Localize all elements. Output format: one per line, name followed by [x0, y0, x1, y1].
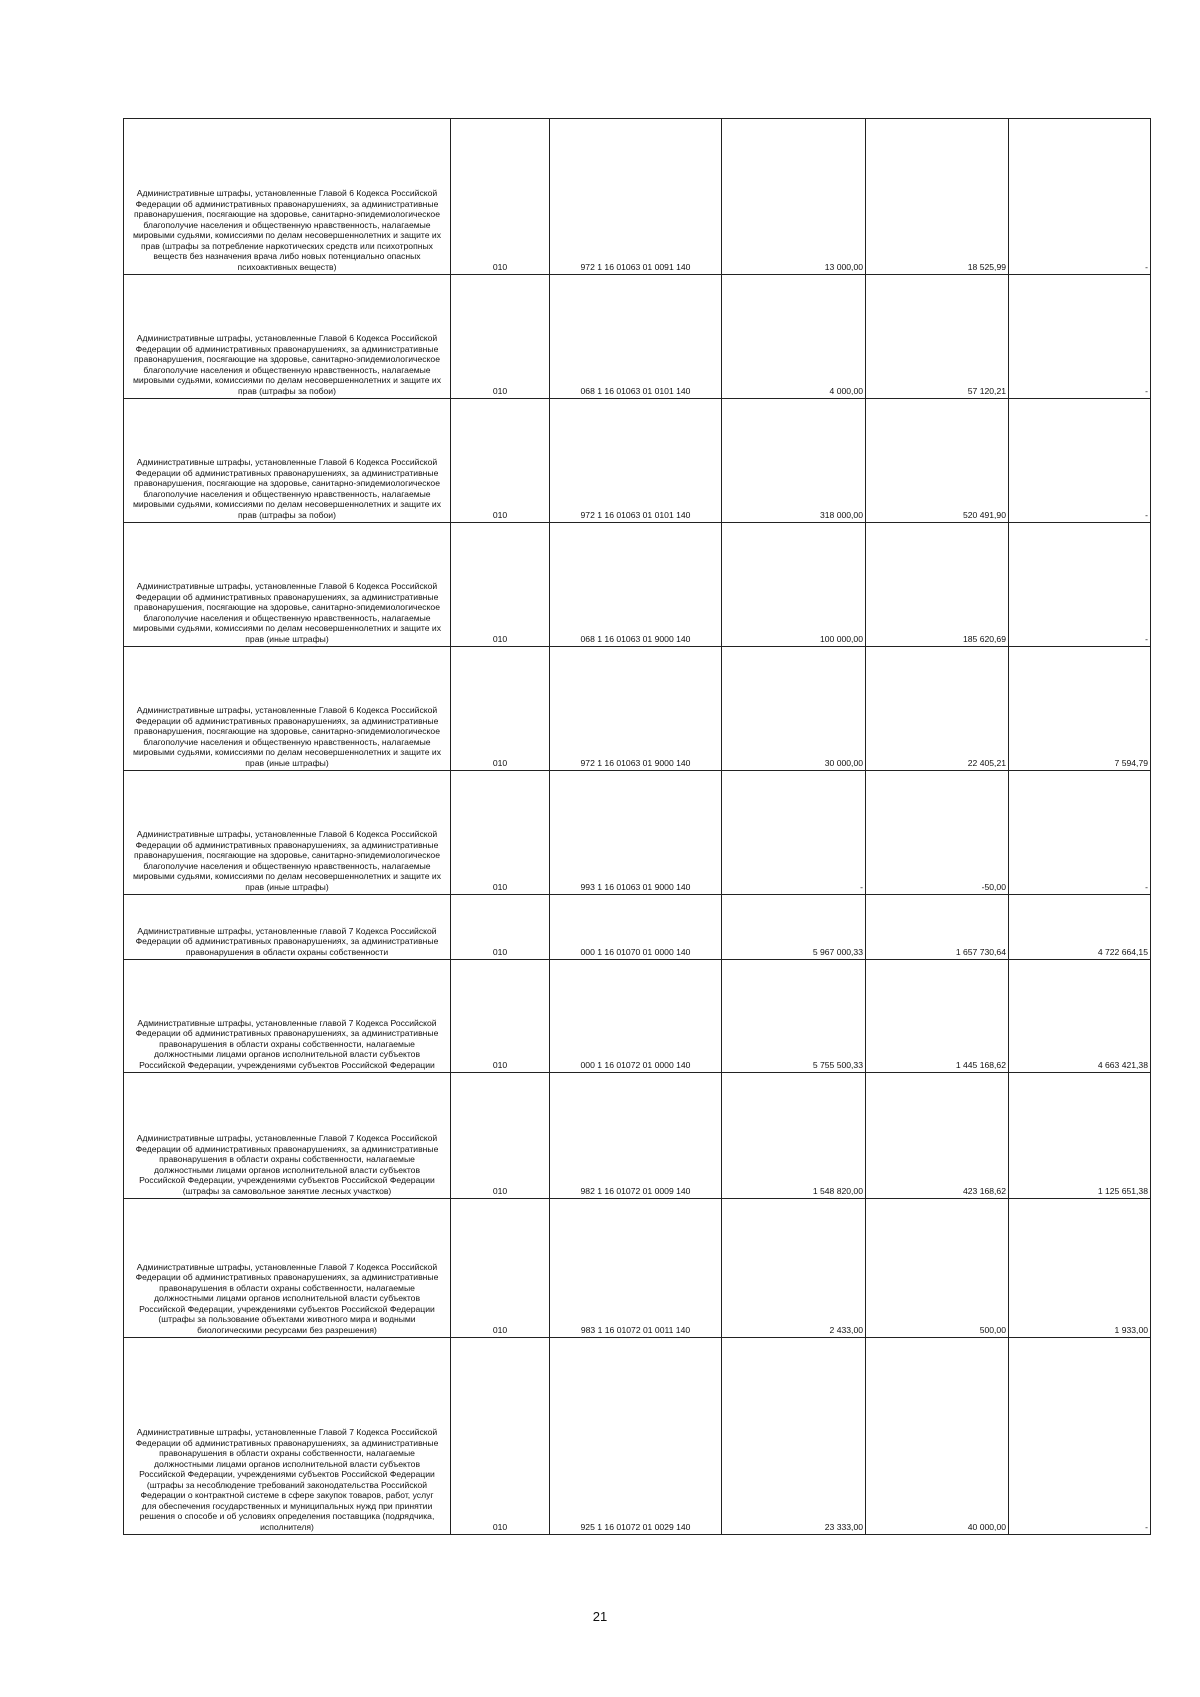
row-description: Административные штрафы, установленные Главой 6 Кодекса Российской Федерации об административных правонарушениях, за административные правонарушения, посягающие на здоровье, санитарно-эпидемиологическое благополучие населения и общественную нравственность, налагаемые мировыми судьями, комиссиями по делам несовершеннолетних и защите их прав (иные штрафы): [124, 647, 451, 771]
row-budget-code: 972 1 16 01063 01 9000 140: [550, 647, 722, 771]
row-unexecuted-value: 7 594,79: [1009, 647, 1151, 771]
row-approved-value: -: [722, 771, 866, 895]
row-executed-value: 1 657 730,64: [866, 895, 1009, 960]
row-executed-value: 1 445 168,62: [866, 960, 1009, 1073]
table-row: [124, 119, 1151, 275]
table-row: [124, 523, 1151, 647]
row-line-code: 010: [451, 1073, 550, 1199]
row-line-code: 010: [451, 771, 550, 895]
row-line-code: 010: [451, 895, 550, 960]
row-line-code: 010: [451, 1199, 550, 1338]
row-budget-code: 925 1 16 01072 01 0029 140: [550, 1338, 722, 1535]
row-budget-code: 000 1 16 01072 01 0000 140: [550, 960, 722, 1073]
row-description: Административные штрафы, установленные Главой 6 Кодекса Российской Федерации об административных правонарушениях, за административные правонарушения, посягающие на здоровье, санитарно-эпидемиологическое благополучие населения и общественную нравственность, налагаемые мировыми судьями, комиссиями по делам несовершеннолетних и защите их прав (иные штрафы): [124, 523, 451, 647]
table-body: [124, 119, 1151, 1535]
row-budget-code: 972 1 16 01063 01 0091 140: [550, 119, 722, 275]
row-approved-value: 100 000,00: [722, 523, 866, 647]
row-executed-value: 57 120,21: [866, 275, 1009, 399]
row-description: Административные штрафы, установленные главой 7 Кодекса Российской Федерации об административных правонарушениях, за административные правонарушения в области охраны собственности: [124, 895, 451, 960]
row-line-code: 010: [451, 275, 550, 399]
row-budget-code: 982 1 16 01072 01 0009 140: [550, 1073, 722, 1199]
row-executed-value: 40 000,00: [866, 1338, 1009, 1535]
row-description: Административные штрафы, установленные Главой 7 Кодекса Российской Федерации об административных правонарушениях, за административные правонарушения в области охраны собственности, налагаемые должностными лицами органов исполнительной власти субъектов Российской Федерации, учреждениями субъектов Российской Федерации (штрафы за несоблюдение требований законодательства Российской Федерации о контрактной системе в сфере закупок товаров, работ, услуг для обеспечения государственных и муниципальных нужд при принятии решения о способе и об условиях определения поставщика (подрядчика, исполнителя): [124, 1338, 451, 1535]
row-approved-value: 1 548 820,00: [722, 1073, 866, 1199]
row-description: Административные штрафы, установленные Главой 6 Кодекса Российской Федерации об административных правонарушениях, за административные правонарушения, посягающие на здоровье, санитарно-эпидемиологическое благополучие населения и общественную нравственность, налагаемые мировыми судьями, комиссиями по делам несовершеннолетних и защите их прав (иные штрафы): [124, 771, 451, 895]
row-executed-value: 500,00: [866, 1199, 1009, 1338]
row-approved-value: 5 967 000,33: [722, 895, 866, 960]
row-budget-code: 972 1 16 01063 01 0101 140: [550, 399, 722, 523]
row-unexecuted-value: 1 933,00: [1009, 1199, 1151, 1338]
table-row: [124, 1199, 1151, 1338]
row-unexecuted-value: -: [1009, 275, 1151, 399]
row-approved-value: 2 433,00: [722, 1199, 866, 1338]
row-line-code: 010: [451, 647, 550, 771]
table-row: [124, 895, 1151, 960]
row-approved-value: 23 333,00: [722, 1338, 866, 1535]
page-number: 21: [592, 1609, 608, 1624]
row-executed-value: 185 620,69: [866, 523, 1009, 647]
table-row: [124, 647, 1151, 771]
row-approved-value: 318 000,00: [722, 399, 866, 523]
row-line-code: 010: [451, 1338, 550, 1535]
row-description: Административные штрафы, установленные Главой 6 Кодекса Российской Федерации об административных правонарушениях, за административные правонарушения, посягающие на здоровье, санитарно-эпидемиологическое благополучие населения и общественную нравственность, налагаемые мировыми судьями, комиссиями по делам несовершеннолетних и защите их прав (штрафы за побои): [124, 275, 451, 399]
row-approved-value: 30 000,00: [722, 647, 866, 771]
row-executed-value: -50,00: [866, 771, 1009, 895]
row-line-code: 010: [451, 399, 550, 523]
row-line-code: 010: [451, 960, 550, 1073]
row-description: Административные штрафы, установленные Главой 7 Кодекса Российской Федерации об административных правонарушениях, за административные правонарушения в области охраны собственности, налагаемые должностными лицами органов исполнительной власти субъектов Российской Федерации, учреждениями субъектов Российской Федерации (штрафы за пользование объектами животного мира и водными биологическими ресурсами без разрешения): [124, 1199, 451, 1338]
row-executed-value: 520 491,90: [866, 399, 1009, 523]
row-approved-value: 5 755 500,33: [722, 960, 866, 1073]
row-executed-value: 18 525,99: [866, 119, 1009, 275]
row-budget-code: 983 1 16 01072 01 0011 140: [550, 1199, 722, 1338]
table-row: [124, 1338, 1151, 1535]
row-unexecuted-value: -: [1009, 523, 1151, 647]
row-approved-value: 4 000,00: [722, 275, 866, 399]
row-description: Административные штрафы, установленные главой 7 Кодекса Российской Федерации об административных правонарушениях, за административные правонарушения в области охраны собственности, налагаемые должностными лицами органов исполнительной власти субъектов Российской Федерации, учреждениями субъектов Российской Федерации: [124, 960, 451, 1073]
row-line-code: 010: [451, 523, 550, 647]
row-budget-code: 993 1 16 01063 01 9000 140: [550, 771, 722, 895]
table-row: [124, 275, 1151, 399]
row-unexecuted-value: -: [1009, 119, 1151, 275]
row-description: Административные штрафы, установленные Главой 7 Кодекса Российской Федерации об административных правонарушениях, за административные правонарушения в области охраны собственности, налагаемые должностными лицами органов исполнительной власти субъектов Российской Федерации, учреждениями субъектов Российской Федерации (штрафы за самовольное занятие лесных участков): [124, 1073, 451, 1199]
table-row: [124, 399, 1151, 523]
revenue-table: [123, 118, 1151, 1535]
table-row: [124, 960, 1151, 1073]
row-executed-value: 423 168,62: [866, 1073, 1009, 1199]
row-unexecuted-value: 4 722 664,15: [1009, 895, 1151, 960]
row-budget-code: 068 1 16 01063 01 0101 140: [550, 275, 722, 399]
row-executed-value: 22 405,21: [866, 647, 1009, 771]
row-budget-code: 000 1 16 01070 01 0000 140: [550, 895, 722, 960]
table-row: [124, 1073, 1151, 1199]
row-approved-value: 13 000,00: [722, 119, 866, 275]
row-description: Административные штрафы, установленные Главой 6 Кодекса Российской Федерации об административных правонарушениях, за административные правонарушения, посягающие на здоровье, санитарно-эпидемиологическое благополучие населения и общественную нравственность, налагаемые мировыми судьями, комиссиями по делам несовершеннолетних и защите их прав (штрафы за побои): [124, 399, 451, 523]
table-row: [124, 771, 1151, 895]
row-budget-code: 068 1 16 01063 01 9000 140: [550, 523, 722, 647]
row-line-code: 010: [451, 119, 550, 275]
row-unexecuted-value: -: [1009, 1338, 1151, 1535]
row-description: Административные штрафы, установленные Главой 6 Кодекса Российской Федерации об административных правонарушениях, за административные правонарушения, посягающие на здоровье, санитарно-эпидемиологическое благополучие населения и общественную нравственность, налагаемые мировыми судьями, комиссиями по делам несовершеннолетних и защите их прав (штрафы за потребление наркотических средств или психотропных веществ без назначения врача либо новых потенциально опасных психоактивных веществ): [124, 119, 451, 275]
row-unexecuted-value: -: [1009, 771, 1151, 895]
row-unexecuted-value: 4 663 421,38: [1009, 960, 1151, 1073]
row-unexecuted-value: 1 125 651,38: [1009, 1073, 1151, 1199]
row-unexecuted-value: -: [1009, 399, 1151, 523]
